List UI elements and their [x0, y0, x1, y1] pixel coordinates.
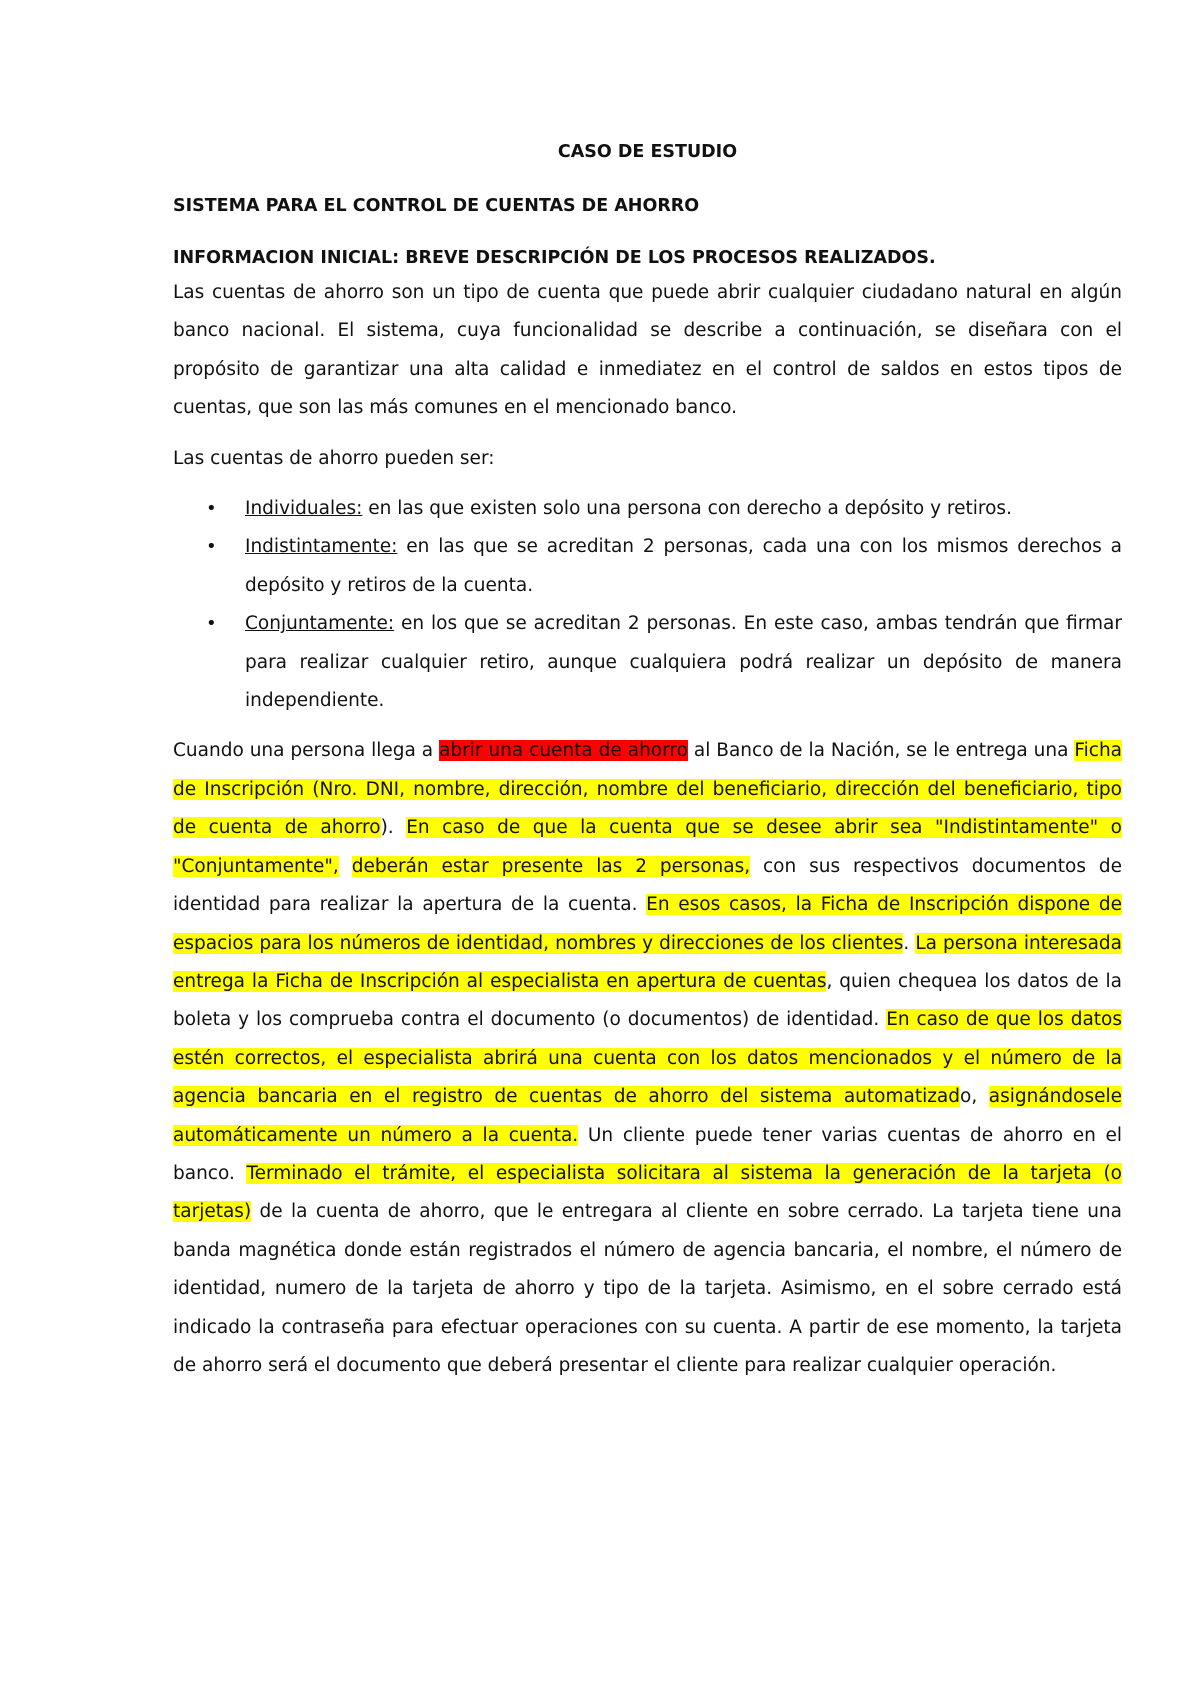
- text-segment: de la cuenta de ahorro, que le entregara al cliente en sobre cerrado. La tarjeta tiene una banda magnética donde están registrados el número de agencia bancaria, el nombre, el número de identidad, numero de la tarjeta de ahorro y tipo de la tarjeta. Asimismo, en el sobre cerrado está indicado la contraseña para efectuar operaciones con su cuenta. A partir de ese momento, la tarjeta de ahorro será el documento que deberá presentar el cliente para realizar cualquier operación.: [173, 1201, 1122, 1376]
- list-item: [173, 490, 1122, 528]
- text-segment: Un cliente puede tener varias cuentas de ahorro en el banco.: [173, 1124, 1123, 1184]
- text-segment: , quien chequea los datos de la boleta y los comprueba contra el documento (o documentos) de identidad.: [173, 970, 1122, 1031]
- document-title: CASO DE ESTUDIO: [557, 142, 738, 162]
- text-segment: [339, 856, 352, 877]
- text-segment: o,: [960, 1086, 989, 1108]
- text-segment: Cuando una persona llega a: [173, 740, 440, 762]
- intro-paragraph: Las cuentas de ahorro son un tipo de cuenta que puede abrir cualquier ciudadano natural en algún banco nacional. El sistema, cuya funcionalidad se describe a continuación, se diseñara con el propósito de garantizar una alta calidad e inmediatez en el control de saldos en estos tipos de cuentas, que son las más comunes en el mencionado banco.: [173, 282, 1122, 419]
- highlighted-text: deberán estar presente las 2 personas,: [351, 855, 751, 877]
- bullet-icon: •: [206, 613, 217, 635]
- highlighted-text: Ficha de Inscripción (Nro. DNI, nombre, dirección, nombre del beneficiario, dirección del beneficiario, tipo de cuenta de ahorro: [173, 740, 1123, 839]
- list-item: [173, 605, 1122, 720]
- highlighted-text: En caso de que los datos estén correctos, el especialista abrirá una cuenta con los datos mencionados y el número de la agencia bancaria en el registro de cuentas de ahorro del sistema automatizad: [173, 1009, 1122, 1108]
- section-heading: INFORMACION INICIAL: BREVE DESCRIPCIÓN DE LOS PROCESOS REALIZADOS.: [173, 248, 936, 268]
- text-segment: al Banco de la Nación, se le entrega una: [687, 740, 1075, 762]
- document-body: [173, 141, 1122, 1385]
- highlighted-text: La persona interesada entrega la Ficha de Inscripción al especialista en apertura de cuentas: [173, 932, 1123, 992]
- account-type-term: Individuales:: [245, 498, 363, 520]
- highlighted-text: Terminado el trámite, el especialista solicitara al sistema la generación de la tarjeta (o tarjetas): [173, 1162, 1122, 1223]
- text-segment: .: [903, 932, 916, 954]
- account-type-term: Indistintamente:: [245, 536, 398, 558]
- bullet-icon: •: [206, 498, 217, 520]
- highlighted-text: En caso de que la cuenta que se desee abrir sea "Indistintamente" o "Conjuntamente",: [173, 817, 1122, 877]
- bullet-icon: •: [206, 536, 217, 558]
- list-item: [173, 528, 1122, 605]
- system-title: SISTEMA PARA EL CONTROL DE CUENTAS DE AHORRO: [173, 196, 700, 216]
- account-type-term: Conjuntamente:: [245, 613, 395, 635]
- text-segment: con sus respectivos documentos de identidad para realizar la apertura de la cuenta.: [173, 855, 1122, 916]
- account-type-description: en las que existen solo una persona con derecho a depósito y retiros.: [362, 498, 1012, 520]
- highlighted-text-red: abrir una cuenta de ahorro: [439, 740, 688, 762]
- process-paragraph: [173, 732, 1122, 1385]
- highlighted-text: asignándosele automáticamente un número a la cuenta.: [173, 1086, 1122, 1146]
- highlighted-text: En esos casos, la Ficha de Inscripción dispone de espacios para los números de identidad, nombres y direcciones de los clientes: [173, 894, 1123, 954]
- account-types-intro: Las cuentas de ahorro pueden ser:: [173, 447, 495, 469]
- account-type-description: en los que se acreditan 2 personas. En este caso, ambas tendrán que firmar para realizar cualquier retiro, aunque cualquiera podrá realizar un depósito de manera independiente.: [245, 613, 1122, 712]
- text-segment: ).: [380, 817, 407, 839]
- account-types-list: [173, 490, 1122, 720]
- account-type-description: en las que se acreditan 2 personas, cada una con los mismos derechos a depósito y retiros de la cuenta.: [245, 536, 1122, 596]
